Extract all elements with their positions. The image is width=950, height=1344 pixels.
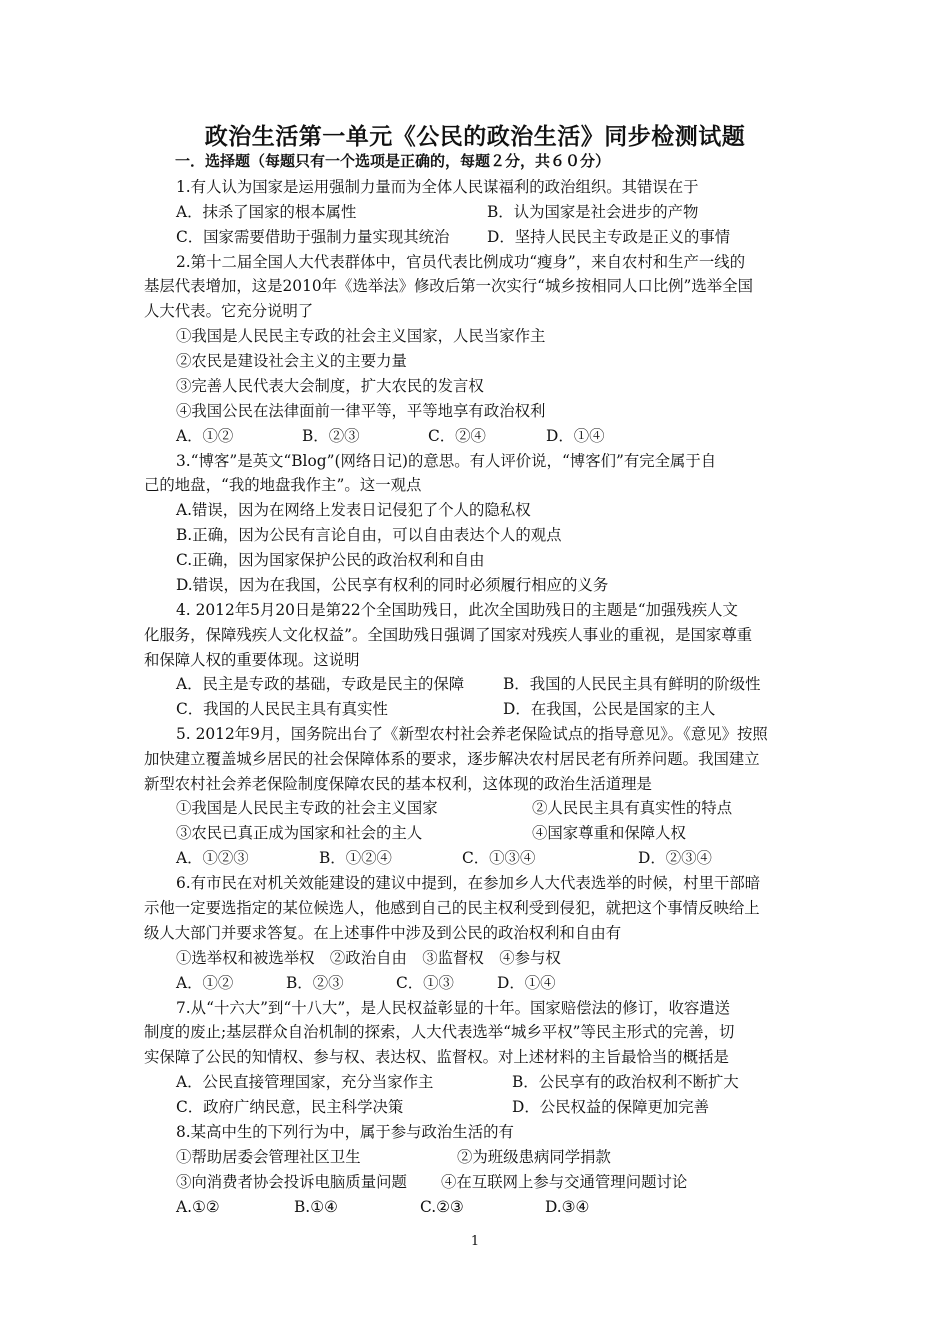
q7-option-a: A．公民直接管理国家，充分当家作主 (176, 1073, 434, 1091)
q3-option-a: A.错误，因为在网络上发表日记侵犯了个人的隐私权 (176, 501, 531, 519)
q1-stem: 1.有人认为国家是运用强制力量而为全体人民谋福利的政治组织。其错误在于 (176, 178, 699, 196)
q1-option-d: D．坚持人民民主专政是正义的事情 (487, 228, 731, 246)
q5-stem-line-1: 5. 2012年9月，国务院出台了《新型农村社会养老保险试点的指导意见》。《意见》按照 (176, 725, 768, 743)
q2-option-d: D．①④ (546, 427, 605, 445)
q8-stem: 8.某高中生的下列行为中，属于参与政治生活的有 (176, 1123, 514, 1141)
q4-stem-line-1: 4. 2012年5月20日是第22个全国助残日，此次全国助残日的主题是“加强残疾人文 (176, 601, 738, 619)
q7-stem-line-3: 实保障了公民的知情权、参与权、表达权、监督权。对上述材料的主旨最恰当的概括是 (144, 1048, 729, 1066)
q3-option-c: C.正确，因为国家保护公民的政治权利和自由 (176, 551, 485, 569)
q8-option-c: C.②③ (420, 1198, 464, 1216)
q1-option-a: A．抹杀了国家的根本属性 (176, 203, 357, 221)
q4-stem-line-2: 化服务，保障残疾人文化权益”。全国助残日强调了国家对残疾人事业的重视，是国家尊重 (144, 626, 753, 644)
q7-option-c: C．政府广纳民意，民主科学决策 (176, 1098, 404, 1116)
q6-option-b: B．②③ (286, 974, 344, 992)
q2-option-c: C．②④ (428, 427, 486, 445)
q6-stem-line-2: 示他一定要选指定的某位候选人，他感到自己的民主权利受到侵犯，就把这个事情反映给上 (144, 899, 760, 917)
q2-stem-line-2: 基层代表增加，这是2010年《选举法》修改后第一次实行“城乡按相同人口比例”选举全国 (144, 277, 753, 295)
q5-stem-line-2: 加快建立覆盖城乡居民的社会保障体系的要求，逐步解决农村居民老有所养问题。我国建立 (144, 750, 760, 768)
q2-item-2: ②农民是建设社会主义的主要力量 (176, 352, 407, 370)
page-number: 1 (470, 1234, 480, 1249)
q5-item-2: ②人民民主具有真实性的特点 (532, 799, 733, 817)
q6-option-a: A．①② (176, 974, 234, 992)
q8-item-1: ①帮助居委会管理社区卫生 (176, 1148, 361, 1166)
q8-item-4: ④在互联网上参与交通管理问题讨论 (441, 1173, 688, 1191)
q3-option-b: B.正确，因为公民有言论自由，可以自由表达个人的观点 (176, 526, 562, 544)
q2-option-a: A．①② (176, 427, 234, 445)
q1-option-b: B．认为国家是社会进步的产物 (487, 203, 699, 221)
q2-stem-line-1: 2.第十二届全国人大代表群体中，官员代表比例成功“瘦身”，来自农村和生产一线的 (176, 253, 746, 271)
q2-item-4: ④我国公民在法律面前一律平等，平等地享有政治权利 (176, 402, 546, 420)
q8-item-2: ②为班级患病同学捐款 (457, 1148, 611, 1166)
q2-option-b: B．②③ (302, 427, 360, 445)
q4-option-c: C．我国的人民民主具有真实性 (176, 700, 388, 718)
q4-option-a: A．民主是专政的基础，专政是民主的保障 (176, 675, 465, 693)
q5-option-c: C．①③④ (462, 849, 536, 867)
q4-option-b: B．我国的人民民主具有鲜明的阶级性 (503, 675, 761, 693)
q2-item-3: ③完善人民代表大会制度，扩大农民的发言权 (176, 377, 484, 395)
q6-stem-line-1: 6.有市民在对机关效能建设的建议中提到，在参加乡人大代表选举的时候，村里干部暗 (176, 874, 761, 892)
q6-option-c: C．①③ (396, 974, 454, 992)
q6-option-d: D．①④ (497, 974, 556, 992)
q6-stem-line-3: 级人大部门并要求答复。在上述事件中涉及到公民的政治权利和自由有 (144, 924, 622, 942)
q7-option-d: D．公民权益的保障更加完善 (512, 1098, 710, 1116)
q8-item-3: ③向消费者协会投诉电脑质量问题 (176, 1173, 407, 1191)
q7-option-b: B．公民享有的政治权利不断扩大 (512, 1073, 739, 1091)
q8-option-a: A.①② (176, 1198, 220, 1216)
q7-stem-line-2: 制度的废止;基层群众自治机制的探索，人大代表选举“城乡平权”等民主形式的完善，切 (144, 1023, 735, 1041)
q4-stem-line-3: 和保障人权的重要体现。这说明 (144, 651, 360, 669)
q5-item-1: ①我国是人民民主专政的社会主义国家 (176, 799, 438, 817)
q3-stem-line-1: 3.“博客”是英文“Blog”(网络日记)的意思。有人评价说，“博客们”有完全属于自 (176, 452, 717, 470)
q3-stem-line-2: 己的地盘，“我的地盘我作主”。这一观点 (144, 476, 422, 494)
q5-item-3: ③农民已真正成为国家和社会的主人 (176, 824, 423, 842)
q2-stem-line-3: 人大代表。它充分说明了 (144, 302, 314, 320)
q5-item-4: ④国家尊重和保障人权 (532, 824, 686, 842)
q2-item-1: ①我国是人民民主专政的社会主义国家，人民当家作主 (176, 327, 546, 345)
q8-option-d: D.③④ (545, 1198, 590, 1216)
q5-option-a: A．①②③ (176, 849, 249, 867)
q3-option-d: D.错误，因为在我国，公民享有权利的同时必须履行相应的义务 (176, 576, 609, 594)
q8-option-b: B.①④ (294, 1198, 338, 1216)
q4-option-d: D．在我国，公民是国家的主人 (503, 700, 716, 718)
q5-option-d: D．②③④ (638, 849, 712, 867)
q5-option-b: B．①②④ (319, 849, 392, 867)
q6-items: ①选举权和被选举权 ②政治自由 ③监督权 ④参与权 (176, 949, 561, 967)
q1-option-c: C．国家需要借助于强制力量实现其统治 (176, 228, 450, 246)
section-heading: 一．选择题（每题只有一个选项是正确的，每题２分，共６０分） (175, 152, 611, 170)
q5-stem-line-3: 新型农村社会养老保险制度保障农民的基本权利，这体现的政治生活道理是 (144, 775, 652, 793)
document-title: 政治生活第一单元《公民的政治生活》同步检测试题 (204, 124, 746, 150)
q7-stem-line-1: 7.从“十六大”到“十八大”，是人民权益彰显的十年。国家赔偿法的修订，收容遣送 (176, 999, 731, 1017)
